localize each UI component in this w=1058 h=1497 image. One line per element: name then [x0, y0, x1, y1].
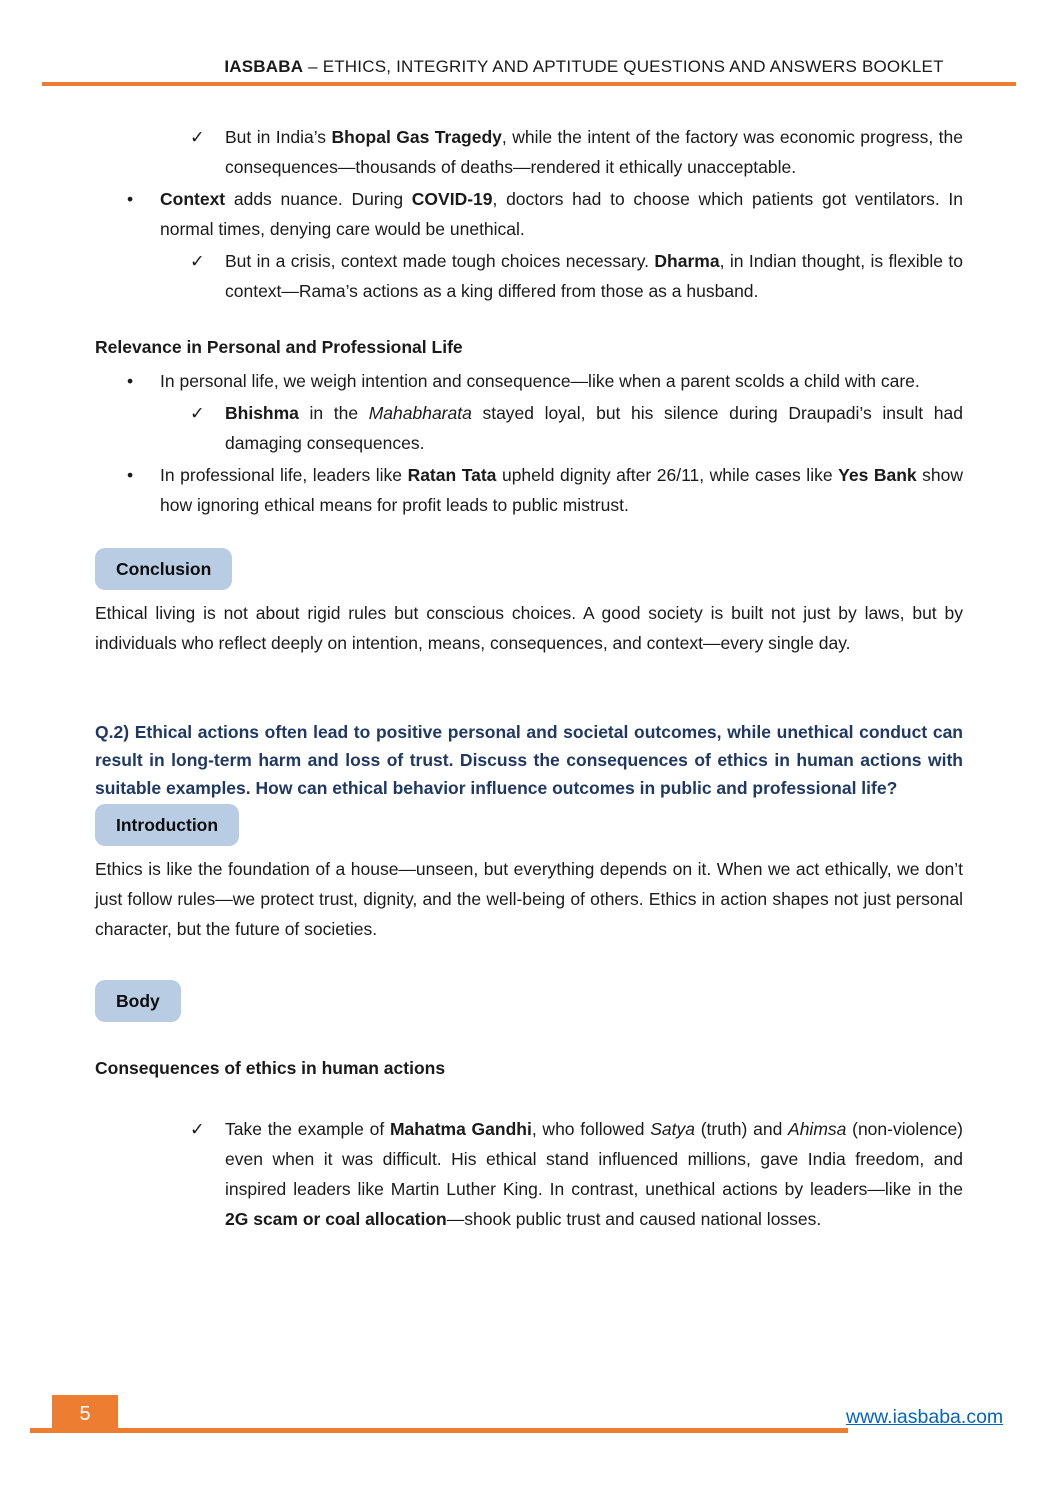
- page-header: [0, 0, 1058, 86]
- bullet-item-text: In personal life, we weigh intention and consequence—like when a parent scolds a child with care.: [160, 371, 920, 391]
- question-2: Q.2) Ethical actions often lead to positive personal and societal outcomes, while unethical conduct can result in long-term harm and loss of trust. Discuss the consequences of ethics in human actions with suitable examples. How can ethical behavior influence outcomes in public and professional life?: [95, 722, 963, 798]
- bullet-icon: •: [127, 189, 134, 209]
- body-badge: Body: [95, 980, 181, 1022]
- check-item-gandhi: [190, 1114, 963, 1234]
- section-heading-relevance: Relevance in Personal and Professional Life: [95, 337, 463, 357]
- conclusion-badge-row: [95, 548, 963, 590]
- header-title: [150, 0, 1018, 77]
- page-content: [95, 86, 963, 1234]
- bullet-item-context: [127, 184, 963, 244]
- introduction-badge: Introduction: [95, 804, 239, 846]
- footer-divider: [30, 1428, 848, 1433]
- check-icon: ✓: [190, 127, 205, 147]
- bullet-icon: •: [127, 371, 134, 391]
- conclusion-paragraph: Ethical living is not about rigid rules but conscious choices. A good society is built not just by laws, but by individuals who reflect deeply on intention, means, consequences, and context—every single day.: [95, 603, 963, 653]
- section-heading-consequences: Consequences of ethics in human actions: [95, 1058, 446, 1078]
- bullet-item-text: Context adds nuance. During COVID-19, doctors had to choose which patients got ventilators. In normal times, denying care would be unethical.: [160, 189, 963, 239]
- check-item-bhopal: [190, 122, 963, 182]
- check-icon: ✓: [190, 403, 205, 423]
- header-title-rest: – ETHICS, INTEGRITY AND APTITUDE QUESTIONS AND ANSWERS BOOKLET: [303, 57, 944, 76]
- bullet-item-professional: [127, 460, 963, 520]
- check-item-text: But in a crisis, context made tough choices necessary. Dharma, in Indian thought, is flexible to context—Rama’s actions as a king differed from those as a husband.: [225, 251, 963, 301]
- page-number-box: [52, 1395, 118, 1433]
- check-item-text: Bhishma in the Mahabharata stayed loyal, but his silence during Draupadi’s insult had damaging consequences.: [225, 403, 963, 453]
- bullet-item-text: In professional life, leaders like Ratan Tata upheld dignity after 26/11, while cases like Yes Bank show how ignoring ethical means for profit leads to public mistrust.: [160, 465, 964, 515]
- check-icon: ✓: [190, 1119, 205, 1139]
- page-number: 5: [79, 1402, 91, 1425]
- website-link[interactable]: www.iasbaba.com: [846, 1406, 1004, 1428]
- check-item-crisis: [190, 246, 963, 306]
- body-badge-row: [95, 980, 963, 1022]
- check-item-text: Take the example of Mahatma Gandhi, who followed Satya (truth) and Ahimsa (non-violence) even when it was difficult. His ethical stand influenced millions, gave India freedom, and inspired leaders like Martin Luther King. In contrast, unethical actions by leaders—like in the 2G scam or coal allocation—shook public trust and caused national losses.: [225, 1119, 964, 1229]
- introduction-paragraph: Ethics is like the foundation of a house—unseen, but everything depends on it. When we act ethically, we don’t just follow rules—we protect trust, dignity, and the well-being of others. Ethics in action shapes not just personal character, but the future of societies.: [95, 859, 963, 939]
- conclusion-badge: Conclusion: [95, 548, 232, 590]
- check-item-bhishma: [190, 398, 963, 458]
- bullet-item-personal: [127, 366, 963, 396]
- bullet-icon: •: [127, 465, 134, 485]
- introduction-badge-row: [95, 804, 963, 846]
- header-brand: IASBABA: [224, 57, 304, 76]
- check-item-text: But in India’s Bhopal Gas Tragedy, while the intent of the factory was economic progress, the consequences—thousands of deaths—rendered it ethically unacceptable.: [225, 127, 964, 177]
- check-icon: ✓: [190, 251, 205, 271]
